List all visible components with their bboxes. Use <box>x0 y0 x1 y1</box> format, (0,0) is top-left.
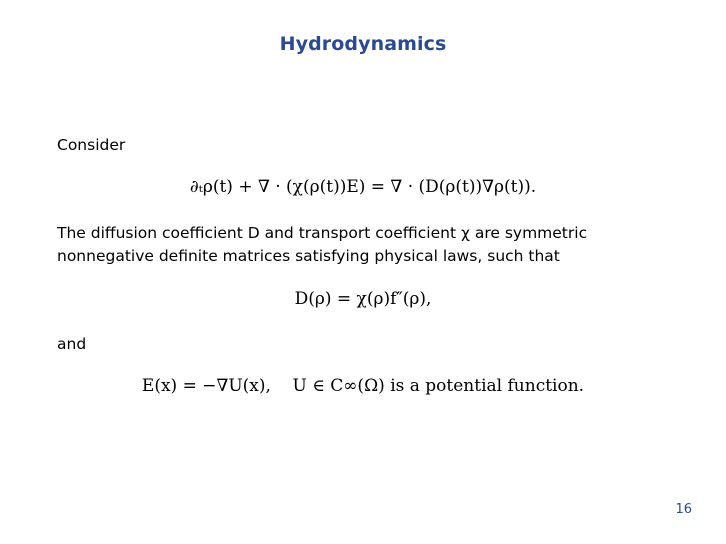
equation-continuity <box>0 177 726 197</box>
paragraph-line-2: nonnegative definite matrices satisfying physical laws, such that <box>57 247 560 265</box>
consider-label: Consider <box>57 136 126 154</box>
equation-diffusion-relation-text: D(ρ) = χ(ρ)f″(ρ), <box>294 289 432 309</box>
equation-continuity-text: ∂ₜρ(t) + ∇ · (χ(ρ(t))E) = ∇ · (D(ρ(t))∇ρ(t)). <box>189 177 537 197</box>
equation-potential-text: E(x) = −∇U(x), U ∈ C∞(Ω) is a potential function. <box>141 376 585 396</box>
equation-potential <box>0 376 726 396</box>
and-label: and <box>57 335 87 353</box>
equation-diffusion-relation <box>0 289 726 309</box>
page-number: 16 <box>675 502 692 517</box>
paragraph-line-1: The diffusion coefficient D and transport coefficient χ are symmetric <box>57 224 588 242</box>
slide-title: Hydrodynamics <box>279 33 447 55</box>
